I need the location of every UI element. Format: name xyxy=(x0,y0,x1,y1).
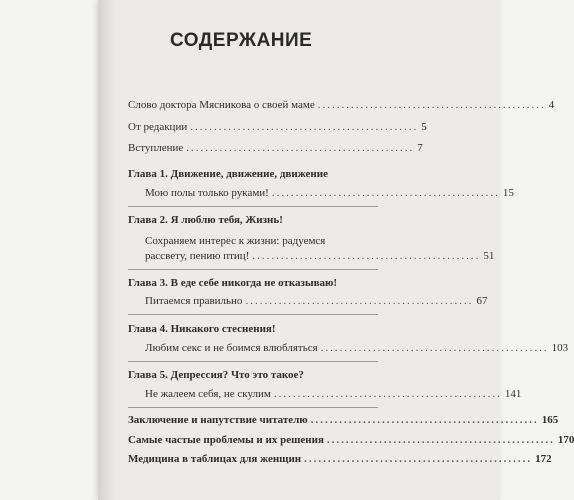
dot-leader: ................................................ xyxy=(186,142,415,154)
section-divider xyxy=(128,269,378,270)
toc-entry xyxy=(128,413,559,427)
toc-entry-page: 15 xyxy=(502,187,514,199)
toc-entry-page: 170 xyxy=(557,434,574,446)
toc-entry xyxy=(145,341,569,355)
toc-entry-label: Любим секс и не боимся влюбляться xyxy=(145,342,318,354)
toc-entry xyxy=(128,98,555,112)
toc-entry-page: 103 xyxy=(551,342,569,354)
chapter-heading: Глава 2. Я люблю тебя, Жизнь! xyxy=(128,214,283,226)
toc-entry-page: 67 xyxy=(476,295,488,307)
toc-entry xyxy=(145,294,488,308)
toc-entry-page: 172 xyxy=(535,453,552,465)
dot-leader: ................................................ xyxy=(317,99,546,111)
toc-entry xyxy=(128,141,423,155)
toc-entry-label: Самые частые проблемы и их решения xyxy=(128,434,324,446)
toc-entry-page: 141 xyxy=(504,388,522,400)
chapter-heading: Глава 3. В еде себе никогда не отказываю! xyxy=(128,277,338,289)
toc-entry-label: рассвету, пению птиц! xyxy=(145,250,250,262)
toc-entry-label: Слово доктора Мясникова о своей маме xyxy=(128,99,315,111)
dot-leader: ................................................ xyxy=(326,434,555,446)
toc-entry-label: Медицина в таблицах для женщин xyxy=(128,453,302,465)
toc-entry-label-line: Сохраняем интерес к жизни: радуемся xyxy=(145,235,326,247)
dot-leader: ................................................ xyxy=(273,388,502,400)
section-divider xyxy=(128,314,378,315)
toc-entry-page: 4 xyxy=(548,99,555,111)
toc-entry-label: Питаемся правильно xyxy=(145,295,243,307)
dot-leader: ................................................ xyxy=(245,295,474,307)
chapter-heading: Глава 5. Депрессия? Что это такое? xyxy=(128,369,304,381)
dot-leader: ................................................ xyxy=(190,121,419,133)
toc-entry xyxy=(145,186,514,200)
toc-entry-page: 5 xyxy=(421,121,427,133)
toc-entry-label: Вступление xyxy=(128,142,184,154)
dot-leader: ................................................ xyxy=(310,414,539,426)
section-divider xyxy=(128,361,378,362)
toc-entry xyxy=(128,452,552,466)
toc-entry-label: Мою полы только руками! xyxy=(145,187,269,199)
toc-entry-label: Заключение и напутствие читателю xyxy=(128,414,308,426)
page-title: СОДЕРЖАНИЕ xyxy=(170,30,313,51)
chapter-heading: Глава 1. Движение, движение, движение xyxy=(128,168,328,180)
toc-entry xyxy=(145,249,495,263)
section-divider xyxy=(128,407,378,408)
toc-entry-page: 51 xyxy=(483,250,495,262)
dot-leader: ................................................ xyxy=(271,187,500,199)
toc-entry-page: 165 xyxy=(541,414,559,426)
dot-leader: ................................................ xyxy=(304,453,533,465)
dot-leader: ................................................ xyxy=(320,342,549,354)
dot-leader: ................................................ xyxy=(252,250,481,262)
toc-entry xyxy=(128,433,574,447)
toc-entry-label: Не жалеем себя, не скулим xyxy=(145,388,271,400)
section-divider xyxy=(128,206,378,207)
toc-entry xyxy=(128,120,427,134)
toc-entry-label: От редакции xyxy=(128,121,188,133)
toc-entry xyxy=(145,387,522,401)
toc-entry-page: 7 xyxy=(417,142,423,154)
chapter-heading: Глава 4. Никакого стеснения! xyxy=(128,323,276,335)
